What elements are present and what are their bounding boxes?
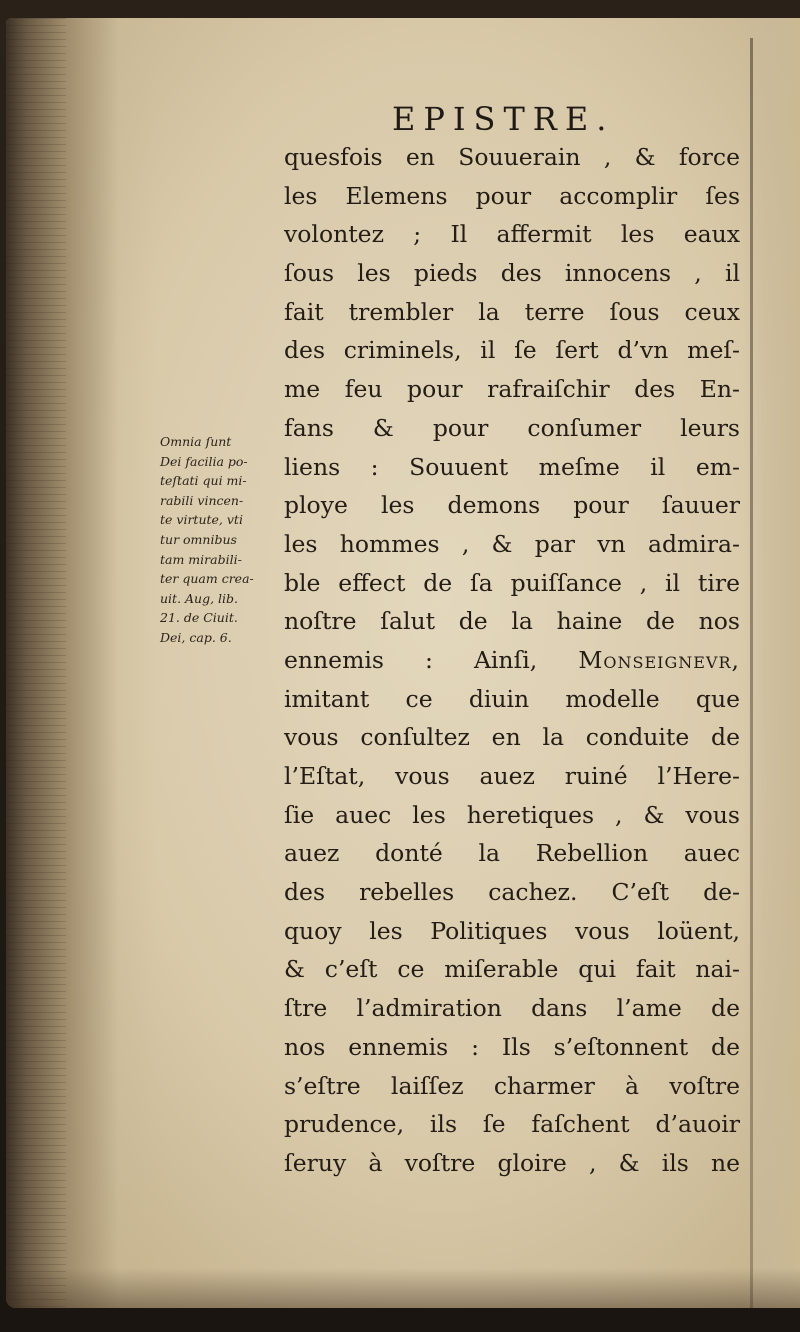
margin-note-line: Omnia ſunt [160, 434, 232, 449]
margin-note-line: ter quam crea- [160, 571, 254, 587]
text-line: ſtre l’admiration dans l’ame de [284, 994, 740, 1023]
text-line: ſie auec les heretiques , & vous [284, 800, 740, 829]
margin-note-line: te virtute, vti [160, 512, 243, 528]
margin-note-line: uit. Aug, lib. [160, 590, 239, 606]
text-line: & c’eſt ce miſerable qui fait nai- [284, 955, 740, 984]
text-line: noſtre ſalut de la haine de nos [284, 607, 740, 636]
running-head: EPISTRE. [392, 100, 615, 138]
text-line: ſeruy à voſtre gloire , & ils ne [284, 1148, 740, 1177]
text-line: ploye les demons pour ſauuer [284, 491, 740, 520]
text-line: s’eſtre laiſſez charmer à voſtre [284, 1071, 740, 1100]
text-line: des rebelles cachez. C’eſt de- [284, 878, 740, 907]
text-line: les hommes , & par vn admira- [284, 529, 740, 558]
body-text [284, 138, 740, 1183]
text-line: auez donté la Rebellion auec [284, 839, 740, 868]
text-line: nos ennemis : Ils s’eſtonnent de [284, 1032, 740, 1061]
text-line-with-smallcaps [284, 641, 740, 680]
text-line: ble effect de ſa puiſſance , il tire [284, 568, 740, 597]
page-bottom-shadow [6, 1268, 800, 1308]
addressee-smallcaps: Monseignevr, [578, 645, 740, 674]
text-line: liens : Souuent meſme il em- [284, 452, 740, 481]
text-line: vous conſultez en la conduite de [284, 723, 740, 752]
text-line: prudence, ils ſe faſchent d’auoir [284, 1110, 740, 1139]
gutter-texture [6, 18, 66, 1308]
text-line: volontez ; Il affermit les eaux [284, 220, 740, 249]
text-line: quoy les Politiques vous loüent, [284, 916, 740, 945]
text-line: quesfois en Souuerain , & force [284, 143, 740, 171]
text-line: imitant ce diuin modelle que [284, 684, 740, 713]
margin-note-line: tam mirabili- [160, 551, 242, 567]
text-line: des criminels, il ſe ſert d’vn meſ- [284, 336, 740, 365]
text-segment: ennemis : Ainſi, [284, 645, 538, 674]
margin-note-line: tur omnibus [160, 531, 237, 547]
page-fold-line [750, 38, 753, 1308]
text-line: ſous les pieds des innocens , il [284, 259, 740, 288]
text-line: fans & pour conſumer leurs [284, 413, 740, 442]
margin-note-line: 21. de Ciuit. [160, 610, 238, 626]
margin-note-line: teſtati qui mi- [160, 473, 247, 489]
marginal-note [160, 432, 290, 648]
margin-note-line: Dei, cap. 6. [160, 629, 232, 645]
text-line: me feu pour rafraiſchir des En- [284, 375, 740, 404]
text-line: fait trembler la terre ſous ceux [284, 297, 740, 326]
margin-note-line: Dei facilia po- [160, 453, 248, 469]
text-line: les Elemens pour accomplir ſes [284, 181, 740, 210]
margin-note-line: rabili vincen- [160, 492, 244, 508]
text-line: l’Eſtat, vous auez ruiné l’Here- [284, 762, 740, 790]
